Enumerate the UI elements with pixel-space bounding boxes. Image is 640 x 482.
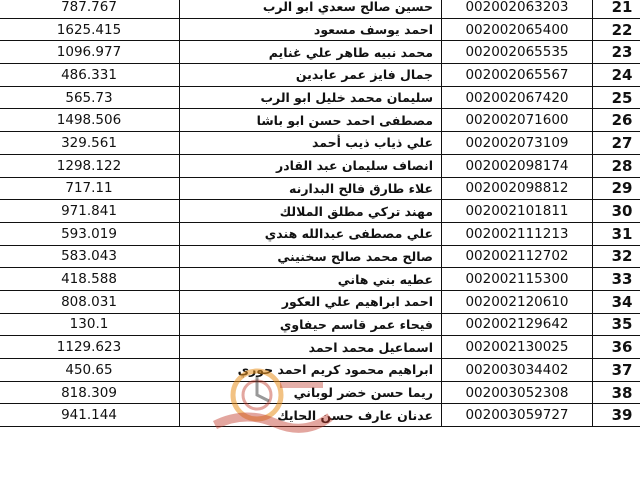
row-number-cell: 30 (593, 200, 640, 223)
amount-cell: 971.841 (0, 200, 180, 223)
name-cell: انصاف سليمان عبد القادر (180, 154, 442, 177)
table-row (0, 313, 640, 336)
amount-cell: 450.65 (0, 359, 180, 382)
table-row (0, 177, 640, 200)
row-number-cell: 39 (593, 404, 640, 427)
name-cell: احمد يوسف مسعود (180, 18, 442, 41)
account-number-cell: 002003052308 (442, 381, 593, 404)
table-row (0, 41, 640, 64)
name-cell: صالح محمد صالح سخنيني (180, 245, 442, 268)
name-cell: علي ذياب ذيب أحمد (180, 132, 442, 155)
name-cell: ابراهيم محمود كريم احمد حوري (180, 359, 442, 382)
row-number-cell: 22 (593, 18, 640, 41)
amount-cell: 808.031 (0, 290, 180, 313)
account-number-cell: 002002111213 (442, 222, 593, 245)
row-number-cell: 29 (593, 177, 640, 200)
amount-cell: 1498.506 (0, 109, 180, 132)
amount-cell: 329.561 (0, 132, 180, 155)
table-row (0, 336, 640, 359)
row-number-cell: 31 (593, 222, 640, 245)
table-row (0, 18, 640, 41)
account-number-cell: 002002063203 (442, 0, 593, 18)
amount-cell: 486.331 (0, 64, 180, 87)
row-number-cell: 32 (593, 245, 640, 268)
name-cell: علاء طارق فالح البدارنه (180, 177, 442, 200)
row-number-cell: 24 (593, 64, 640, 87)
table-row (0, 0, 640, 18)
amount-cell: 565.73 (0, 86, 180, 109)
name-cell: علي مصطفى عبدالله هندي (180, 222, 442, 245)
amount-cell: 583.043 (0, 245, 180, 268)
amount-cell: 941.144 (0, 404, 180, 427)
row-number-cell: 28 (593, 154, 640, 177)
account-number-cell: 002002130025 (442, 336, 593, 359)
amount-cell: 1625.415 (0, 18, 180, 41)
row-number-cell: 37 (593, 359, 640, 382)
account-number-cell: 002002065400 (442, 18, 593, 41)
row-number-cell: 27 (593, 132, 640, 155)
account-number-cell: 002002115300 (442, 268, 593, 291)
account-number-cell: 002002129642 (442, 313, 593, 336)
account-number-cell: 002003034402 (442, 359, 593, 382)
table-row (0, 154, 640, 177)
row-number-cell: 26 (593, 109, 640, 132)
name-cell: جمال فايز عمر عابدين (180, 64, 442, 87)
table-row (0, 359, 640, 382)
name-cell: سليمان محمد خليل ابو الرب (180, 86, 442, 109)
table-row (0, 290, 640, 313)
table-row (0, 109, 640, 132)
row-number-cell: 21 (593, 0, 640, 18)
account-number-cell: 002002073109 (442, 132, 593, 155)
account-number-cell: 002002098174 (442, 154, 593, 177)
amount-cell: 593.019 (0, 222, 180, 245)
account-number-cell: 002002065535 (442, 41, 593, 64)
name-cell: ريما حسن خضر لوباني (180, 381, 442, 404)
name-cell: اسماعيل محمد احمد (180, 336, 442, 359)
account-number-cell: 002002101811 (442, 200, 593, 223)
account-number-cell: 002002120610 (442, 290, 593, 313)
row-number-cell: 38 (593, 381, 640, 404)
account-number-cell: 002002071600 (442, 109, 593, 132)
table-row (0, 200, 640, 223)
amount-cell: 717.11 (0, 177, 180, 200)
table-row (0, 222, 640, 245)
amount-cell: 1096.977 (0, 41, 180, 64)
name-cell: محمد نبيه طاهر علي غنايم (180, 41, 442, 64)
name-cell: مصطفى احمد حسن ابو باشا (180, 109, 442, 132)
account-number-cell: 002002112702 (442, 245, 593, 268)
row-number-cell: 25 (593, 86, 640, 109)
row-number-cell: 33 (593, 268, 640, 291)
name-cell: احمد ابراهيم علي العكور (180, 290, 442, 313)
name-cell: حسين صالح سعدي ابو الرب (180, 0, 442, 18)
table-row (0, 404, 640, 427)
row-number-cell: 34 (593, 290, 640, 313)
account-number-cell: 002002065567 (442, 64, 593, 87)
table-row (0, 64, 640, 87)
amount-cell: 787.767 (0, 0, 180, 18)
amount-cell: 1298.122 (0, 154, 180, 177)
table-row (0, 268, 640, 291)
table-row (0, 132, 640, 155)
row-number-cell: 36 (593, 336, 640, 359)
row-number-cell: 35 (593, 313, 640, 336)
amount-cell: 818.309 (0, 381, 180, 404)
table-row (0, 245, 640, 268)
account-number-cell: 002002098812 (442, 177, 593, 200)
name-cell: فيحاء عمر قاسم حيفاوي (180, 313, 442, 336)
account-number-cell: 002003059727 (442, 404, 593, 427)
name-cell: مهند تركي مطلق الملالك (180, 200, 442, 223)
name-cell: عدنان عارف حسن الحايك (180, 404, 442, 427)
table-row (0, 381, 640, 404)
amount-cell: 418.588 (0, 268, 180, 291)
name-cell: عطيه بني هاني (180, 268, 442, 291)
row-number-cell: 23 (593, 41, 640, 64)
table-row (0, 86, 640, 109)
account-number-cell: 002002067420 (442, 86, 593, 109)
amount-cell: 1129.623 (0, 336, 180, 359)
amount-cell: 130.1 (0, 313, 180, 336)
